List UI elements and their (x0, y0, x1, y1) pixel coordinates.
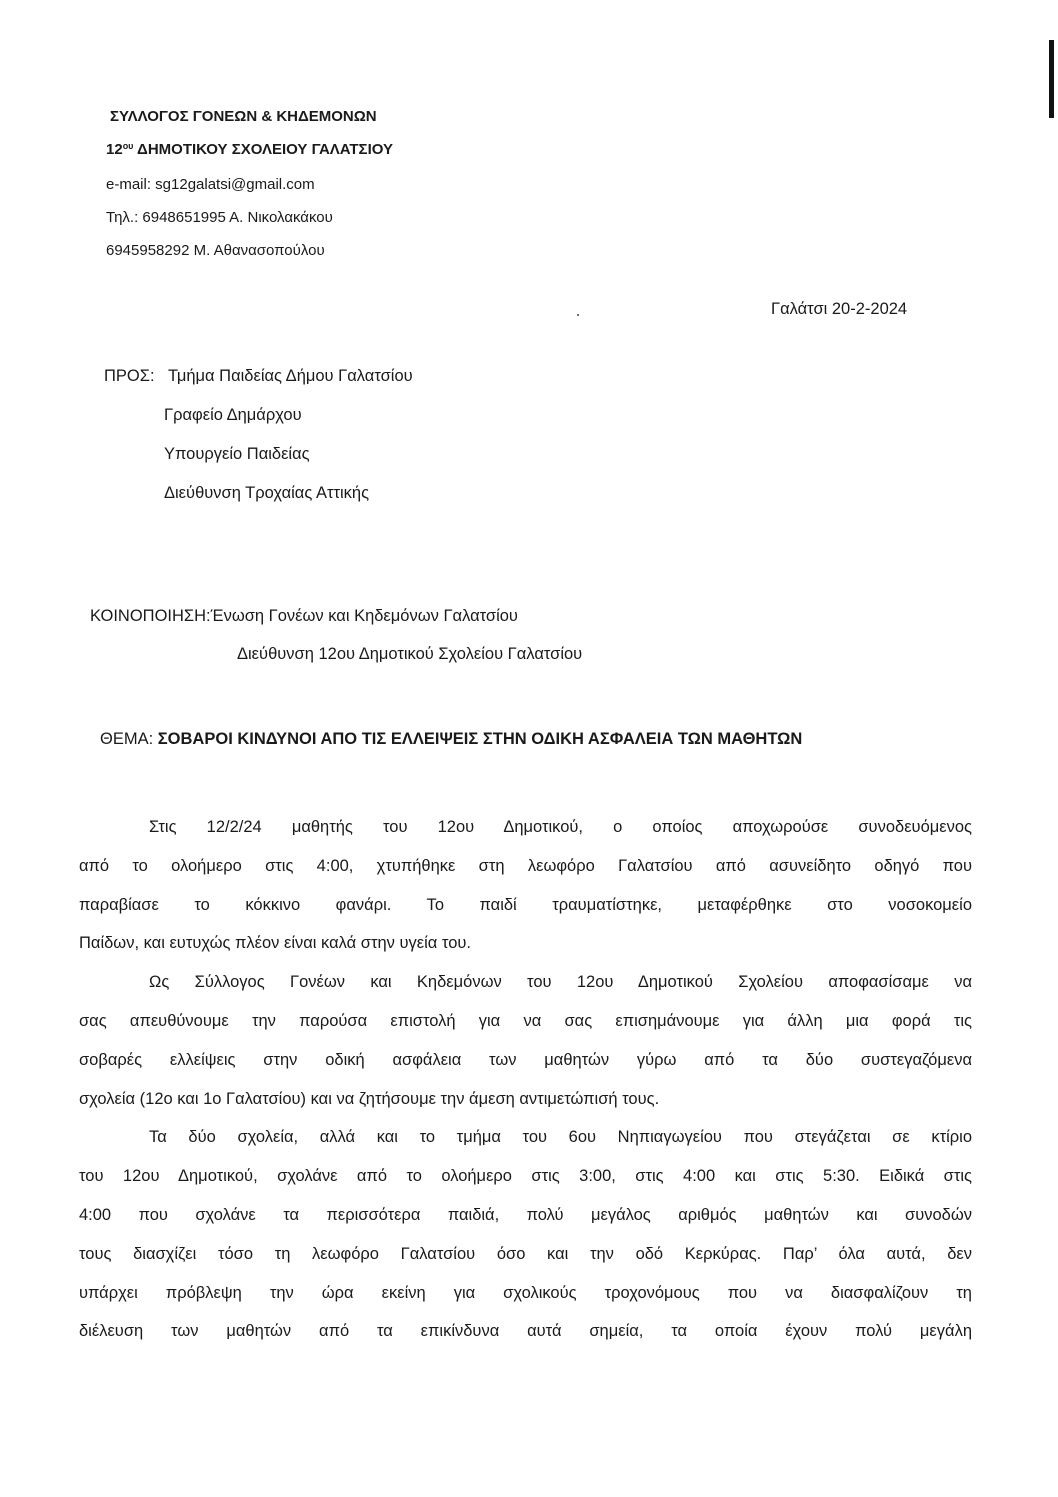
scan-edge-mark (1049, 40, 1054, 118)
letter-body (79, 808, 972, 1351)
body-line: του 12ου Δημοτικού, σχολάνε από το ολοήμερο στις 3:00, στις 4:00 και στις 5:30. Ειδικά στις (79, 1167, 972, 1186)
sender-header (106, 103, 606, 268)
recipients-label: ΠΡΟΣ: (104, 367, 155, 385)
org-email: e-mail: sg12galatsi@gmail.com (106, 176, 315, 193)
body-line: σας απευθύνουμε την παρούσα επιστολή για να σας επισημάνουμε για άλλη μια φορά τις (79, 1011, 972, 1030)
recipients-block (104, 360, 413, 516)
cc-block (90, 600, 582, 676)
org-phone-1: Τηλ.: 6948651995 Α. Νικολακάκου (106, 209, 333, 226)
letter-date: Γαλάτσι 20-2-2024 (771, 300, 908, 318)
org-phone-2: 6945958292 Μ. Αθανασοπούλου (106, 242, 325, 259)
body-line: Παίδων, και ευτυχώς πλέον είναι καλά στην υγεία του. (79, 934, 471, 953)
subject-text: ΣΟΒΑΡΟΙ ΚΙΝΔΥΝΟΙ ΑΠΟ ΤΙΣ ΕΛΛΕΙΨΕΙΣ ΣΤΗΝ ΟΔΙΚΗ ΑΣΦΑΛΕΙΑ ΤΩΝ ΜΑΘΗΤΩΝ (157, 730, 803, 748)
recipient-item: Τμήμα Παιδείας Δήμου Γαλατσίου (168, 367, 413, 385)
body-line: Ως Σύλλογος Γονέων και Κηδεμόνων του 12ου Δημοτικού Σχολείου αποφασίσαμε να (149, 973, 972, 992)
body-line: Στις 12/2/24 μαθητής του 12ου Δημοτικού, ο οποίος αποχωρούσε συνοδευόμενος (149, 818, 972, 836)
body-line: υπάρχει πρόβλεψη την ώρα εκείνη για σχολικούς τροχονόμους που να διασφαλίζουν τη (79, 1283, 972, 1302)
body-line: σχολεία (12ο και 1ο Γαλατσίου) και να ζητήσουμε την άμεση αντιμετώπισή τους. (79, 1089, 660, 1108)
body-line: σοβαρές ελλείψεις στην οδική ασφάλεια των μαθητών γύρω από τα δύο συστεγαζόμενα (79, 1050, 972, 1069)
body-paragraph-1 (79, 808, 972, 963)
scan-speck (577, 314, 579, 316)
body-line: τους διασχίζει τόσο τη λεωφόρο Γαλατσίου όσο και την οδό Κερκύρας. Παρ’ όλα αυτά, δεν (79, 1244, 972, 1263)
body-line: διέλευση των μαθητών από τα επικίνδυνα αυτά σημεία, τα οποία έχουν πολύ μεγάλη (79, 1322, 972, 1341)
recipient-item: Διεύθυνση Τροχαίας Αττικής (164, 484, 370, 502)
recipient-item: Γραφείο Δημάρχου (164, 406, 302, 424)
cc-item: Ένωση Γονέων και Κηδεμόνων Γαλατσίου (210, 607, 518, 625)
cc-label: ΚΟΙΝΟΠΟΙΗΣΗ: (90, 607, 211, 625)
body-paragraph-2 (79, 963, 972, 1118)
body-paragraph-3 (79, 1118, 972, 1351)
body-line: 4:00 που σχολάνε τα περισσότερα παιδιά, πολύ μεγάλος αριθμός μαθητών και συνοδών (79, 1205, 972, 1224)
org-name-line2: $12^{o\upsilon}$ ΔΗΜΟΤΙΚΟΥ ΣΧΟΛΕΙΟΥ ΓΑΛΑΤΣΙΟΥ (106, 141, 393, 158)
recipient-item: Υπουργείο Παιδείας (164, 445, 310, 463)
org-name-line1: ΣΥΛΛΟΓΟΣ ΓΟΝΕΩΝ & ΚΗΔΕΜΟΝΩΝ (110, 108, 377, 125)
body-line: παραβίασε το κόκκινο φανάρι. Το παιδί τραυματίστηκε, μεταφέρθηκε στο νοσοκομείο (79, 895, 972, 914)
body-line: από το ολοήμερο στις 4:00, χτυπήθηκε στη λεωφόρο Γαλατσίου από ασυνείδητο οδηγό που (79, 856, 972, 875)
cc-item: Διεύθυνση 12ου Δημοτικού Σχολείου Γαλατσίου (237, 645, 583, 663)
subject-line (100, 730, 802, 749)
body-line: Τα δύο σχολεία, αλλά και το τμήμα του 6ου Νηπιαγωγείου που στεγάζεται σε κτίριο (149, 1128, 972, 1147)
subject-label: ΘΕΜΑ: (100, 730, 154, 748)
